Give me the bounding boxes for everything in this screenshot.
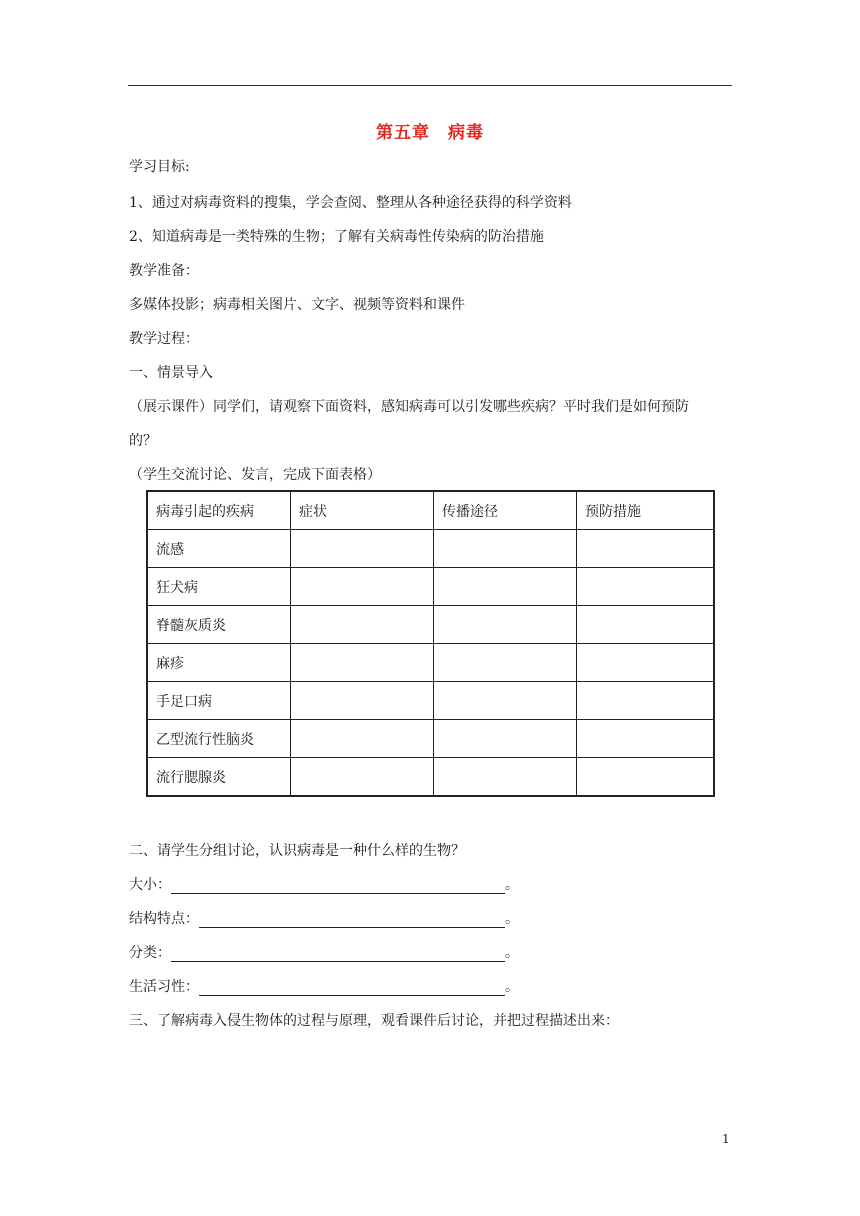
header-prevention: 预防措施 [577, 491, 715, 530]
transmission-cell[interactable] [434, 530, 577, 568]
disease-name: 乙型流行性脑炎 [147, 720, 291, 758]
fill-in-label: 分类： [129, 945, 171, 961]
fill-in-label: 生活习性： [129, 979, 199, 995]
disease-table [146, 490, 715, 797]
transmission-cell[interactable] [434, 568, 577, 606]
transmission-cell[interactable] [434, 644, 577, 682]
goals-heading: 学习目标: [129, 159, 190, 175]
prevention-cell[interactable] [577, 530, 715, 568]
fill-in-label: 大小： [129, 877, 171, 893]
prevention-cell[interactable] [577, 644, 715, 682]
disease-name: 流行腮腺炎 [147, 758, 291, 797]
table-row [147, 720, 714, 758]
disease-name: 脊髓灰质炎 [147, 606, 291, 644]
table-instruction: （学生交流讨论、发言，完成下面表格） [129, 467, 381, 483]
disease-name: 麻疹 [147, 644, 291, 682]
table-header-row [147, 491, 714, 530]
section-1-heading: 一、情景导入 [129, 365, 213, 381]
fill-in-end: 。 [505, 877, 519, 893]
fill-in-habits [129, 976, 519, 996]
fill-in-end: 。 [505, 945, 519, 961]
transmission-cell[interactable] [434, 606, 577, 644]
section-2-heading: 二、请学生分组讨论，认识病毒是一种什么样的生物？ [129, 843, 465, 859]
prevention-cell[interactable] [577, 606, 715, 644]
process-heading: 教学过程： [129, 331, 199, 347]
prep-text: 多媒体投影；病毒相关图片、文字、视频等资料和课件 [129, 297, 465, 313]
symptoms-cell[interactable] [291, 606, 434, 644]
table-row [147, 682, 714, 720]
symptoms-cell[interactable] [291, 530, 434, 568]
prevention-cell[interactable] [577, 720, 715, 758]
goal-1: 1、通过对病毒资料的搜集，学会查阅、整理从各种途径获得的科学资料 [129, 195, 572, 211]
symptoms-cell[interactable] [291, 758, 434, 797]
symptoms-cell[interactable] [291, 682, 434, 720]
fill-in-structure [129, 908, 519, 928]
header-disease: 病毒引起的疾病 [147, 491, 291, 530]
header-transmission: 传播途径 [434, 491, 577, 530]
fill-in-classification [129, 942, 519, 962]
structure-blank[interactable] [199, 913, 505, 928]
header-symptoms: 症状 [291, 491, 434, 530]
table-row [147, 568, 714, 606]
disease-name: 手足口病 [147, 682, 291, 720]
symptoms-cell[interactable] [291, 720, 434, 758]
fill-in-size [129, 874, 519, 894]
section-3-heading: 三、了解病毒入侵生物体的过程与原理，观看课件后讨论，并把过程描述出来： [129, 1013, 619, 1029]
prevention-cell[interactable] [577, 568, 715, 606]
table-row [147, 758, 714, 797]
transmission-cell[interactable] [434, 720, 577, 758]
table-row [147, 530, 714, 568]
transmission-cell[interactable] [434, 682, 577, 720]
classification-blank[interactable] [171, 947, 505, 962]
symptoms-cell[interactable] [291, 644, 434, 682]
size-blank[interactable] [171, 879, 505, 894]
page-number: 1 [722, 1132, 730, 1146]
transmission-cell[interactable] [434, 758, 577, 797]
habits-blank[interactable] [199, 981, 505, 996]
symptoms-cell[interactable] [291, 568, 434, 606]
intro-paragraph-line-2: 的？ [129, 433, 157, 449]
prep-heading: 教学准备： [129, 263, 199, 279]
fill-in-label: 结构特点： [129, 911, 199, 927]
fill-in-end: 。 [505, 911, 519, 927]
table-row [147, 644, 714, 682]
prevention-cell[interactable] [577, 682, 715, 720]
header-rule [128, 85, 732, 86]
table-row [147, 606, 714, 644]
chapter-title: 第五章 病毒 [376, 123, 484, 143]
disease-name: 狂犬病 [147, 568, 291, 606]
goal-2: 2、知道病毒是一类特殊的生物；了解有关病毒性传染病的防治措施 [129, 229, 544, 245]
prevention-cell[interactable] [577, 758, 715, 797]
fill-in-end: 。 [505, 979, 519, 995]
intro-paragraph-line-1: （展示课件）同学们，请观察下面资料，感知病毒可以引发哪些疾病？平时我们是如何预防 [129, 399, 689, 415]
disease-name: 流感 [147, 530, 291, 568]
